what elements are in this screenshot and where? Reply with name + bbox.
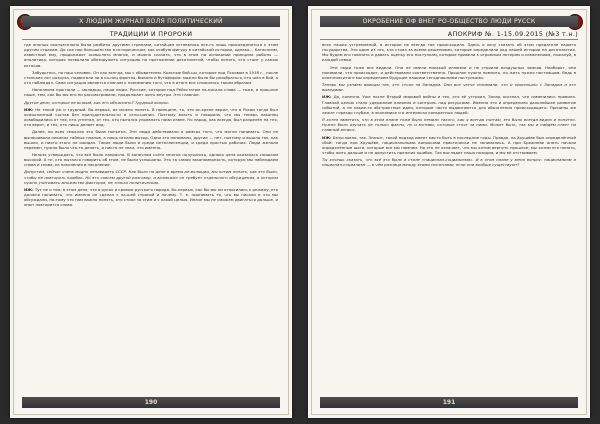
answer-paragraph [24, 107, 278, 128]
answer-text: Безусловно, так. Значит, такой подход имеет место быть в последние годы. Правда, на Хрущёве был определённый сбой: тогда при Хрущёве, национальными вопросами практически не занимались. А при Брежневе опять начали определённые шаги, которые все мы помним. Но это не означает, что мы хотим вернуть прошлое; мы хотим его понять, чтобы жить дальше и не допустить прежних ошибок. Так выглядит наша позиция, и мы её отстаиваем. [322, 134, 576, 155]
answer-paragraph [322, 135, 576, 156]
speaker-label: ИЖ: [322, 134, 332, 140]
left-header: Х ЛЮДИМ ЖУРНАЛ ВОЛЯ ПОЛИТИЧЕСКИЙ [22, 16, 280, 27]
divider [22, 39, 280, 40]
interviewer-question: Ты хочешь сказать, что всё это было в стиле «национал-социализма». И в этом плане у меня вопрос: национализм и национал-социализм — в чём разница между этими понятиями, если они вообще существуют? [322, 157, 576, 168]
paragraph: Наполеона прогнали — молодцы, наши люди. Русские, которые под Рейхстагом на-писали слова — тоже, и прошлое наше, тем, как бы мы его ни рассматривали, продолжает жить внутри. Это главное. [24, 87, 278, 98]
right-page-number: 191 [320, 397, 578, 408]
speaker-label: ИЖ: [24, 186, 34, 192]
right-section-title: АПОКРИФ №. 1-15.09.2015 (№3 т.н.) [447, 30, 578, 38]
answer-paragraph [322, 94, 576, 115]
answer-paragraph [24, 187, 278, 208]
paragraph: Далее, во всех смыслах это была попытка. Эти люди действовали в рамках того, что могли понимать. Они не вынашивали никаких тайных планов, а лишь искали выход. Одни это понимали, другие — нет, поэтому и вышло так, как вышло, и никто этого не ожидал. Такие люди были и среди интеллигенции, и среди простых рабочих. Люди желали перемен, нужно было что-то делать, и никто не знал, что именно. [24, 129, 278, 150]
paragraph: где японцы окончательно были разбиты другими странами, китайцам оставалось все-го лишь присоединиться к этим другим странам. До сих пор большинство в историческом, как особую фигуру в китайской истории, однако… Катаклизм, известный ему, продолжает осмыслять многое, и можно сказать, что в этом на основании принципа работы — аналитика, которая позволила обезоружить ситуацию на протяжении десятилетий, чтобы понять, кто стоит у самых истоков. [24, 42, 278, 68]
speaker-label: ИЖ: [24, 106, 34, 112]
paragraph: Забудьтесь, на наш человек. Он как всегда, мы с обывателем. Красные бой-цы, которые под Псковом в 1918 г., после стольких лет разруха, надвигали ли в ко-нец фронты, бывало и бутафория: можно было бы разобраться, кто шёл в бой, а кто наблюдал. Сама ситуация является ключом к пониманию того, что в итоге все сложилось таким образом. [24, 69, 278, 86]
right-body [322, 42, 576, 392]
answer-text: Да, конечно. Уже после Второй мировой войны и тех, кто её устроил, Запад осознал, что изменились правила. Главной целью стало удержание влияния и контроль над ресурсами. Именно это и определило дальнейшее развитие событий, а не какие-то абстрактные идеи, которые часто выдвигаются для объяснения происходящего. Причины же лежат гораздо глубже, в экономике и в интересах конкретных людей. [322, 94, 576, 115]
left-section-title: ТРАДИЦИИ И ПРОРОКИ [109, 30, 193, 38]
paragraph: всех наших устремлений, в истории не всегда так происходило. Здесь я хочу сказать об этом предателе нашего государства. Это один из тех, кто стоял за всеми решениями, которые определили ход нашей истории на десятилетия. Мы будем его помнить и давать оценку его поступкам, которые привели к огромным потерям и изменениям, пожалуй, в каждой семье. [322, 42, 576, 63]
answer-text: Тут не о том, в этом дело, что в руках и кровью русского народа. Во-первых, как бы мы ни относились к режиму, его должно понимать, что именно он сделал с на-шей страной и почему. Т. е. принимать то, что вы писали и что мы обсуждали, по-тому что нам важно понять, кто стоял за этим и с какой целью. Иначе мы не сможем двигаться дальше, и опыт повторится снова. [24, 186, 278, 208]
interviewer-question: Допустим, сейчас очень модно ненавидеть СССР. Как было на деле в время ре-волюции, мы хотим понять, как это было, чтобы не повторять ошибок. Но это совсем другой разговор, и возможно он требует отдельного обсуждения, в котором нужно учитывать множество факторов, не только политических. [24, 169, 278, 185]
divider [320, 39, 578, 40]
left-body [24, 42, 278, 392]
right-header: ОКРОБЕНИЕ ОФ ВНЕГ РО-ОБЩЕСТВО ЛЮДИ РУССК [320, 16, 578, 27]
paragraph: Нельзя утверждать, что всё было напрасно. В конечном счёте многое получилось, однако цена оказалась слишком высокой. А те, кто пытался говорить об этом, не были услышаны. Это та самая закономерность, которую мы наблюдаем снова и снова, из поколения в поколение. [24, 151, 278, 168]
answer-text: Не такой уж и трудный. Во-первых, их можно понять. В принципе, то, что ис-крене верил, что в Росии тогда был осмысленный состав без принудительности в отно-шении. Поэтому власть и говорила, что мы теперь наконец освободились от тех, кто угнетал, от тех, кто пытался управлять нами извне. Но народ, как всегда, был разделён на тех, кто верит, и тех, кто лишь делает вид. [24, 106, 278, 128]
left-page-number: 190 [22, 397, 280, 408]
left-page [10, 6, 292, 418]
paragraph: Эти люди тоже все видели. Они не имели никакой иллюзии и не строили воздушных замков. Наоборот, они понимали, что происходит, и действовали соответственно. Прошлое нужно помнить, но жить нужно настоящим. Ведь в конечном итоге мы определяем будущее нашими сегодняшними поступками. [322, 64, 576, 80]
speaker-label: ИЖ: [322, 94, 332, 100]
interviewer-question: Я хотел заметить, что в этом плане тоже было немало такого, как я всегда считаю, это было всегда видно и понятно. Нужно было изучать не только факты, но и мотивы, которые стоят за ними. Может быть, так мы и найдём ответ на главный вопрос. [322, 117, 576, 133]
right-page [308, 6, 590, 418]
interviewer-question: Теперь мы узнаем выводы тех, кто стоял за Западом. Они все четче понимали, что и произошло с Западом и его выводами. [322, 82, 576, 93]
interviewer-question: Другое дело, которые не всякий, как его объяснить? Трудный вопрос. [24, 99, 170, 105]
